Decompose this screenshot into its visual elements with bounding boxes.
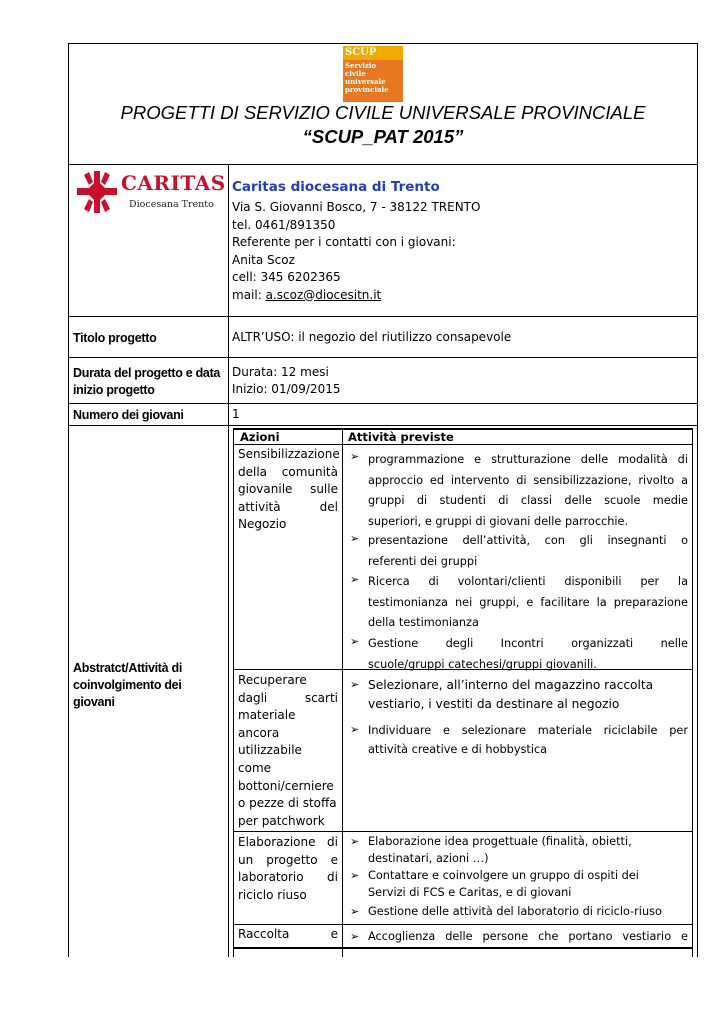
- activity-line: della testimonianza: [368, 616, 479, 629]
- row-divider-giovani: [68, 425, 698, 426]
- inner-left-border: [233, 428, 234, 957]
- activity-line: superiori, e gruppi di giovani delle parrocchie.: [368, 514, 629, 528]
- action-2-line: come: [238, 760, 272, 775]
- durata-label: [73, 365, 220, 399]
- activity-line: Ricerca di volontari/clienti disponibili per la: [368, 575, 688, 588]
- caritas-logo-sub: Diocesana Trento: [129, 199, 214, 210]
- durata-label-line2: inizio progetto: [73, 383, 155, 397]
- action-2-line: per patchwork: [238, 813, 325, 828]
- action-3-line: Elaborazione di: [238, 835, 338, 849]
- row-divider-titolo: [68, 357, 698, 358]
- scup-logo-line: provinciale: [345, 85, 389, 94]
- outer-right-border: [697, 43, 698, 957]
- scup-logo: [343, 46, 403, 102]
- action-2-line: materiale: [238, 708, 296, 723]
- activity-line: testimonianza nei gruppi, e facilitare la preparazione: [368, 595, 688, 609]
- scup-logo-line: Servizio: [345, 61, 377, 70]
- col-header-azioni: Azioni: [240, 430, 280, 444]
- inner-right-border: [692, 428, 693, 957]
- arrow-bullet-icon: ➢: [350, 905, 360, 918]
- action-2: [238, 672, 338, 830]
- inner-top-border: [233, 428, 693, 430]
- activity-1-3: [368, 572, 688, 634]
- org-mail-link[interactable]: a.scoz@diocesitn.it: [265, 287, 382, 302]
- org-name: Caritas diocesana di Trento: [232, 179, 440, 195]
- row-divider-durata: [68, 403, 698, 404]
- caritas-logo-name: CARITAS: [121, 171, 226, 195]
- durata-value: Durata: 12 mesi: [232, 365, 329, 379]
- action-3-line: riciclo riuso: [238, 887, 307, 902]
- activity-line: destinatari, azioni …): [368, 852, 489, 865]
- activity-line: Gestione delle attività del laboratorio di riciclo-riuso: [368, 905, 662, 918]
- inner-header-divider: [233, 444, 693, 445]
- activity-2-2: [368, 721, 688, 759]
- action-4-line: Raccolta e: [238, 927, 338, 941]
- activity-line: Accoglienza delle persone che portano vestiario e: [368, 930, 688, 943]
- action-1-line: della comunità: [238, 464, 338, 479]
- abstract-label-line1: Abstratct/Attività di: [73, 661, 182, 675]
- activity-line: programmazione e strutturazione delle modalità di: [368, 453, 688, 466]
- inner-col-divider: [342, 428, 343, 957]
- inner-row-divider-3: [233, 924, 693, 925]
- action-1-line: giovanile sulle: [238, 482, 338, 497]
- arrow-bullet-icon: ➢: [350, 869, 360, 882]
- action-4: [238, 926, 338, 944]
- abstract-label: [73, 660, 182, 711]
- activity-1-2: [368, 531, 688, 572]
- titolo-value: ALTR’USO: il negozio del riutilizzo consapevole: [232, 330, 512, 344]
- org-contact-name: Anita Scoz: [232, 252, 295, 267]
- scup-logo-line: universale: [345, 77, 386, 86]
- inner-bottom-border: [233, 947, 693, 949]
- action-2-line: utilizzabile: [238, 743, 302, 758]
- action-2-line: o pezze di stoffa: [238, 796, 337, 811]
- outer-top-border: [68, 43, 698, 44]
- activity-3-2: [368, 867, 688, 901]
- arrow-bullet-icon: ➢: [350, 678, 360, 691]
- page-title-line1: PROGETTI DI SERVIZIO CIVILE UNIVERSALE PROVINCIALE: [120, 102, 646, 123]
- activity-1-4: [368, 634, 688, 675]
- activity-line: Elaborazione idea progettuale (finalità, obietti,: [368, 835, 632, 848]
- abstract-label-line2: coinvolgimento dei: [73, 678, 182, 692]
- action-1: [238, 446, 338, 534]
- org-contact-label: Referente per i contatti con i giovani:: [232, 235, 456, 249]
- activity-line: attività creative e di hobbystica: [368, 743, 548, 756]
- activity-3-3: [368, 903, 688, 920]
- activity-line: scuole/gruppi catechesi/gruppi giovanili.: [368, 657, 597, 671]
- page-title-line2: “SCUP_PAT 2015”: [302, 126, 464, 147]
- caritas-cross-icon: [76, 170, 118, 214]
- activity-line: gruppi di studenti di classi delle scuole medie: [368, 494, 688, 507]
- action-2-line: ancora: [238, 725, 280, 740]
- org-cell: cell: 345 6202365: [232, 270, 341, 284]
- activity-line: referenti dei gruppi: [368, 554, 478, 568]
- titolo-label: Titolo progetto: [73, 331, 157, 345]
- arrow-bullet-icon: ➢: [350, 723, 360, 736]
- activity-line: Servizi di FCS e Caritas, e di giovani: [368, 886, 572, 899]
- action-2-line: dagli scarti: [238, 690, 338, 705]
- abstract-label-line3: giovani: [73, 695, 115, 709]
- durata-values: [232, 364, 340, 398]
- col-header-attivita: Attività previste: [348, 430, 454, 444]
- scup-logo-top: SCUP: [343, 46, 403, 60]
- outer-left-border: [68, 43, 69, 957]
- action-3-line: un progetto e: [238, 852, 338, 867]
- arrow-bullet-icon: ➢: [350, 450, 360, 463]
- activity-line: presentazione dell’attività, con gli insegnanti o: [368, 534, 688, 547]
- org-mail-prefix: mail:: [232, 287, 266, 302]
- activity-2-1: [368, 676, 688, 714]
- action-3: [238, 834, 338, 904]
- activity-1-1: [368, 450, 688, 532]
- org-address: Via S. Giovanni Bosco, 7 - 38122 TRENTO: [232, 200, 481, 214]
- activity-line: approccio ed intervento di sensibilizzazione, rivolto a: [368, 473, 688, 487]
- arrow-bullet-icon: ➢: [350, 532, 360, 545]
- action-1-line: Negozio: [238, 517, 287, 532]
- scup-logo-body: [343, 60, 403, 102]
- action-2-line: bottoni/cerniere: [238, 778, 334, 793]
- row-divider-header: [68, 164, 698, 165]
- org-tel: tel. 0461/891350: [232, 217, 336, 232]
- arrow-bullet-icon: ➢: [350, 573, 360, 586]
- activity-line: Selezionare, all’interno del magazzino raccolta: [368, 678, 654, 692]
- giovani-value: 1: [232, 407, 240, 421]
- col-divider-main: [228, 164, 229, 957]
- activity-line: Gestione degli Incontri organizzati nelle: [368, 637, 688, 650]
- inizio-value: Inizio: 01/09/2015: [232, 382, 341, 396]
- org-details: [232, 199, 480, 304]
- giovani-label: Numero dei giovani: [73, 408, 184, 422]
- page-title: [68, 101, 698, 149]
- arrow-bullet-icon: ➢: [350, 930, 360, 943]
- inner-row-divider-2: [233, 831, 693, 832]
- action-3-line: laboratorio di: [238, 870, 338, 885]
- activity-line: Individuare e selezionare materiale riciclabile per: [368, 724, 688, 737]
- activity-line: vestiario, i vestiti da destinare al negozio: [368, 697, 620, 711]
- action-1-line: Sensibilizzazione: [238, 447, 340, 461]
- durata-label-line1: Durata del progetto e data: [73, 366, 221, 380]
- caritas-logo: [76, 170, 226, 216]
- org-mail-line: [232, 287, 480, 305]
- action-1-line: attività del: [238, 499, 338, 514]
- arrow-bullet-icon: ➢: [350, 635, 360, 648]
- activity-line: Contattare e coinvolgere un gruppo di ospiti dei: [368, 869, 639, 882]
- scup-logo-line: civile: [345, 69, 366, 78]
- action-2-line: Recuperare: [238, 673, 307, 687]
- activity-3-1: [368, 833, 688, 867]
- arrow-bullet-icon: ➢: [350, 835, 360, 848]
- row-divider-org: [68, 316, 698, 317]
- activity-4-1: [368, 928, 688, 945]
